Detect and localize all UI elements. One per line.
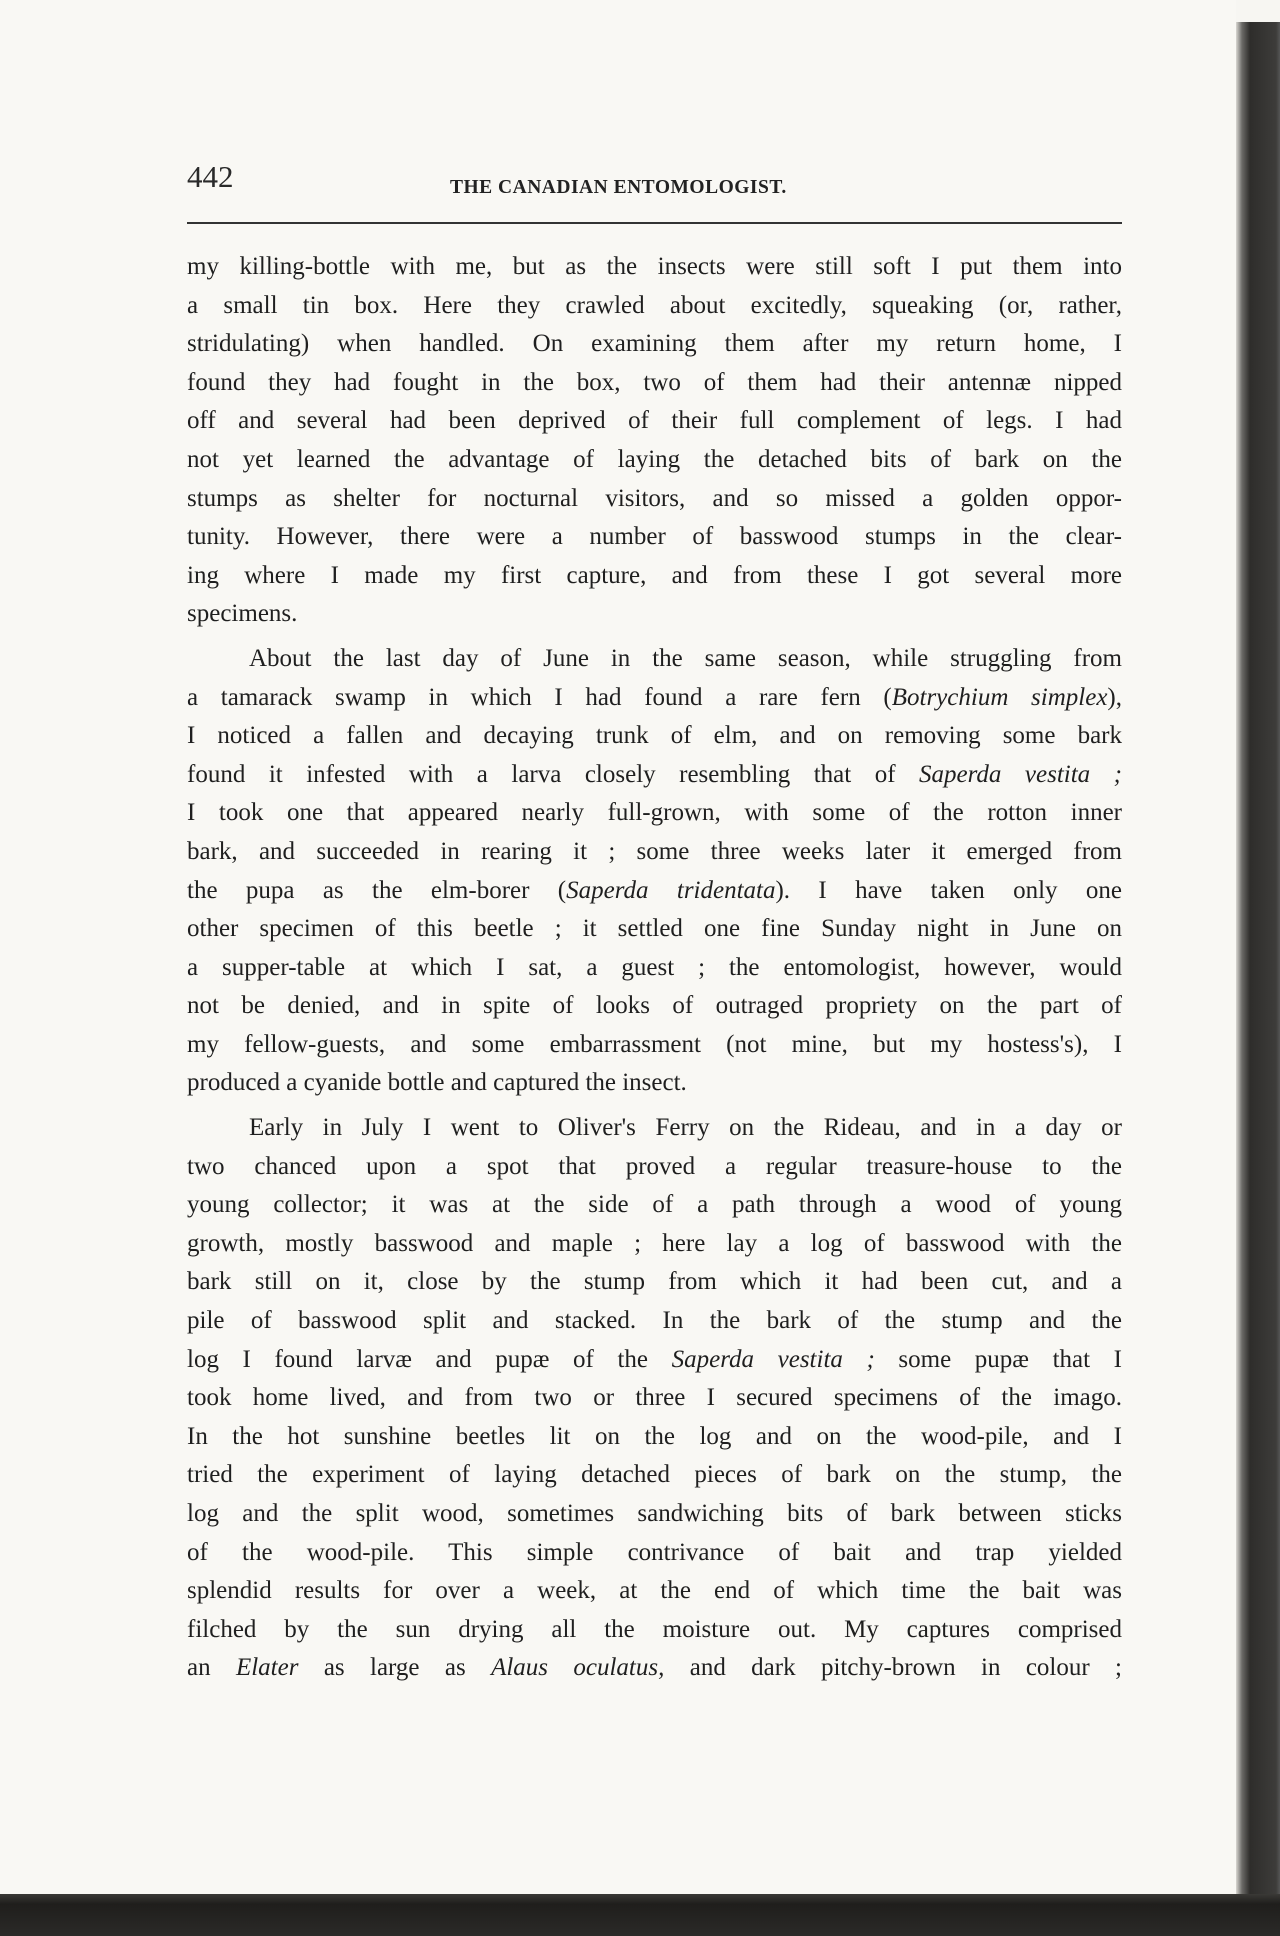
bottom-shadow	[0, 1894, 1280, 1936]
species-name: Botrychium simplex	[891, 683, 1108, 711]
text-line	[187, 756, 1122, 795]
paragraph-3	[187, 1109, 1122, 1688]
genus-name: Elater	[235, 1654, 299, 1682]
text-segment: the pupa as the elm-borer (	[187, 876, 567, 904]
text-segment: some pupæ that I	[874, 1345, 1123, 1373]
text-segment: log I found larvæ and pupæ of the	[187, 1345, 672, 1373]
book-spine-shadow	[1236, 22, 1280, 1916]
text-line: not be denied, and in spite of looks of outraged propriety on the part of	[187, 992, 1122, 1020]
text-line: ing where I made my first capture, and from these I got several more	[187, 561, 1122, 589]
text-line: not yet learned the advantage of laying the detached bits of bark on the	[187, 445, 1122, 473]
text-line: stumps as shelter for nocturnal visitors, and so missed a golden oppor-	[187, 484, 1122, 512]
species-name: Saperda vestita ;	[671, 1345, 875, 1373]
paragraph-2	[187, 640, 1122, 1103]
text-line: tried the experiment of laying detached pieces of bark on the stump, the	[187, 1461, 1122, 1489]
species-name: Alaus oculatus,	[491, 1654, 665, 1682]
text-line: two chanced upon a spot that proved a regular treasure-house to the	[187, 1152, 1122, 1180]
text-line: my killing-bottle with me, but as the insects were still soft I put them into	[187, 253, 1122, 280]
text-line: growth, mostly basswood and maple ; here lay a log of basswood with the	[187, 1229, 1122, 1257]
text-line: I noticed a fallen and decaying trunk of elm, and on removing some bark	[187, 722, 1122, 750]
text-line: specimens.	[187, 600, 298, 628]
text-segment: and dark pitchy-brown in colour ;	[664, 1654, 1122, 1682]
text-segment: as large as	[298, 1654, 492, 1682]
text-line	[187, 1649, 1122, 1688]
text-line: tunity. However, there were a number of basswood stumps in the clear-	[187, 523, 1122, 551]
species-name: Saperda tridentata	[566, 876, 776, 904]
text-line: found they had fought in the box, two of them had their antennæ nipped	[187, 368, 1122, 396]
text-line: produced a cyanide bottle and captured the insect.	[187, 1069, 687, 1097]
text-line: other specimen of this beetle ; it settled one fine Sunday night in June on	[187, 915, 1122, 943]
text-segment: an	[187, 1654, 236, 1682]
text-line: bark, and succeeded in rearing it ; some three weeks later it emerged from	[187, 837, 1122, 865]
text-line	[187, 679, 1122, 718]
text-line: a small tin box. Here they crawled about excitedly, squeaking (or, rather,	[187, 291, 1122, 319]
header-rule	[187, 222, 1122, 224]
text-line: pile of basswood split and stacked. In the bark of the stump and the	[187, 1307, 1122, 1335]
text-segment: a tamarack swamp in which I had found a rare fern (	[187, 683, 892, 711]
text-line: young collector; it was at the side of a path through a wood of young	[187, 1191, 1122, 1219]
text-line: About the last day of June in the same season, while struggling from	[249, 644, 1122, 672]
text-line: In the hot sunshine beetles lit on the log and on the wood-pile, and I	[187, 1422, 1122, 1450]
text-line: log and the split wood, sometimes sandwiching bits of bark between sticks	[187, 1500, 1122, 1527]
text-line: bark still on it, close by the stump from which it had been cut, and a	[187, 1268, 1122, 1296]
text-line: stridulating) when handled. On examining them after my return home, I	[187, 330, 1122, 358]
text-segment: found it infested with a larva closely resembling that of	[187, 760, 920, 788]
text-line: my fellow-guests, and some embarrassment (not mine, but my hostess's), I	[187, 1030, 1122, 1058]
paragraph-1	[187, 248, 1122, 634]
text-line: I took one that appeared nearly full-grown, with some of the rotton inner	[187, 799, 1122, 827]
text-line: filched by the sun drying all the moisture out. My captures comprised	[187, 1615, 1122, 1643]
species-name: Saperda vestita ;	[919, 760, 1123, 788]
text-segment: ). I have taken only one	[775, 876, 1122, 904]
body-text	[187, 248, 1122, 1688]
text-line: took home lived, and from two or three I secured specimens of the imago.	[187, 1384, 1122, 1412]
running-title: THE CANADIAN ENTOMOLOGIST.	[450, 177, 787, 198]
text-line	[187, 1341, 1122, 1380]
text-line: Early in July I went to Oliver's Ferry on the Rideau, and in a day or	[249, 1114, 1122, 1142]
text-line: off and several had been deprived of their full complement of legs. I had	[187, 407, 1122, 435]
text-line: a supper-table at which I sat, a guest ; the entomologist, however, would	[187, 953, 1122, 981]
text-line: splendid results for over a week, at the end of which time the bait was	[187, 1577, 1122, 1605]
text-line: of the wood-pile. This simple contrivance of bait and trap yielded	[187, 1538, 1122, 1566]
text-segment: ),	[1107, 683, 1122, 711]
page-number: 442	[187, 159, 234, 194]
text-line	[187, 872, 1122, 911]
